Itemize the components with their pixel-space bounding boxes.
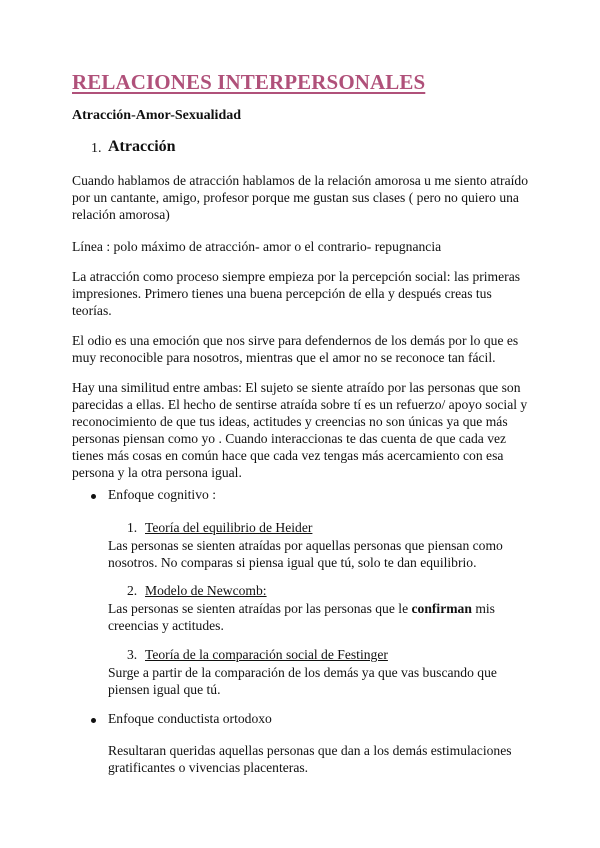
subitem-number: 2. [127,583,138,598]
subitem-heading-heider: Teoría del equilibrio de Heider [145,520,313,535]
bullet-icon [91,718,96,723]
subitem-text-festinger: Surge a partir de la comparación de los demás ya que vas buscando que piensen igual que tú. [108,665,497,697]
subitem-number: 3. [127,647,138,662]
subitem-heading-newcomb: Modelo de Newcomb: [145,583,267,598]
paragraph-line: Línea : polo máximo de atracción- amor o el contrario- repugnancia [72,239,442,254]
paragraph-perception: La atracción como proceso siempre empieza por la percepción social: las primeras impresiones. Primero tienes una buena percepción de ella y después creas tus teorías. [72,269,521,318]
document-subtitle: Atracción-Amor-Sexualidad [72,108,242,123]
paragraph-similarity: Hay una similitud entre ambas: El sujeto se siente atraído por las personas que son parecidas a ellas. El hecho de sentirse atraída sobre tí es un refuerzo/ apoyo social y reconocimiento de que tus ideas, actitudes y creencias no son únicas ya que más personas piensan como yo . Cuando interaccionas te das cuenta de que cada vez tienes más cosas en común hace que cada vez tengas más acercamiento con esa persona y la otra persona igual. [72,380,528,480]
section-number: 1. [91,141,102,156]
emphasis-confirman: confirman [411,601,472,616]
bullet-behaviorist: Enfoque conductista ortodoxo [108,711,272,726]
subitem-number: 1. [127,520,138,535]
paragraph-definition: Cuando hablamos de atracción hablamos de la relación amorosa u me siento atraído por un cantante, amigo, profesor porque me gustan sus clases ( pero no quiero una relación amorosa) [72,173,528,222]
section-heading: Atracción [108,138,176,155]
document-title: RELACIONES INTERPERSONALES [72,70,426,94]
bullet-icon [91,494,96,499]
bullet-cognitive: Enfoque cognitivo : [108,487,216,502]
paragraph-hate: El odio es una emoción que nos sirve para defendernos de los demás por lo que es muy reconocible para nosotros, mientras que el amor no se reconoce tan fácil. [72,333,519,365]
subitem-heading-festinger: Teoría de la comparación social de Festinger [145,647,388,662]
subitem-text-newcomb: Las personas se sienten atraídas por las personas que le confirman mis creencias y actitudes. [108,601,495,633]
paragraph-closing: Resultaran queridas aquellas personas que dan a los demás estimulaciones gratificantes o vivencias placenteras. [108,743,512,775]
subitem-text-heider: Las personas se sienten atraídas por aquellas personas que piensan como nosotros. No comparas si piensa igual que tú, solo te dan equilibrio. [108,538,503,570]
